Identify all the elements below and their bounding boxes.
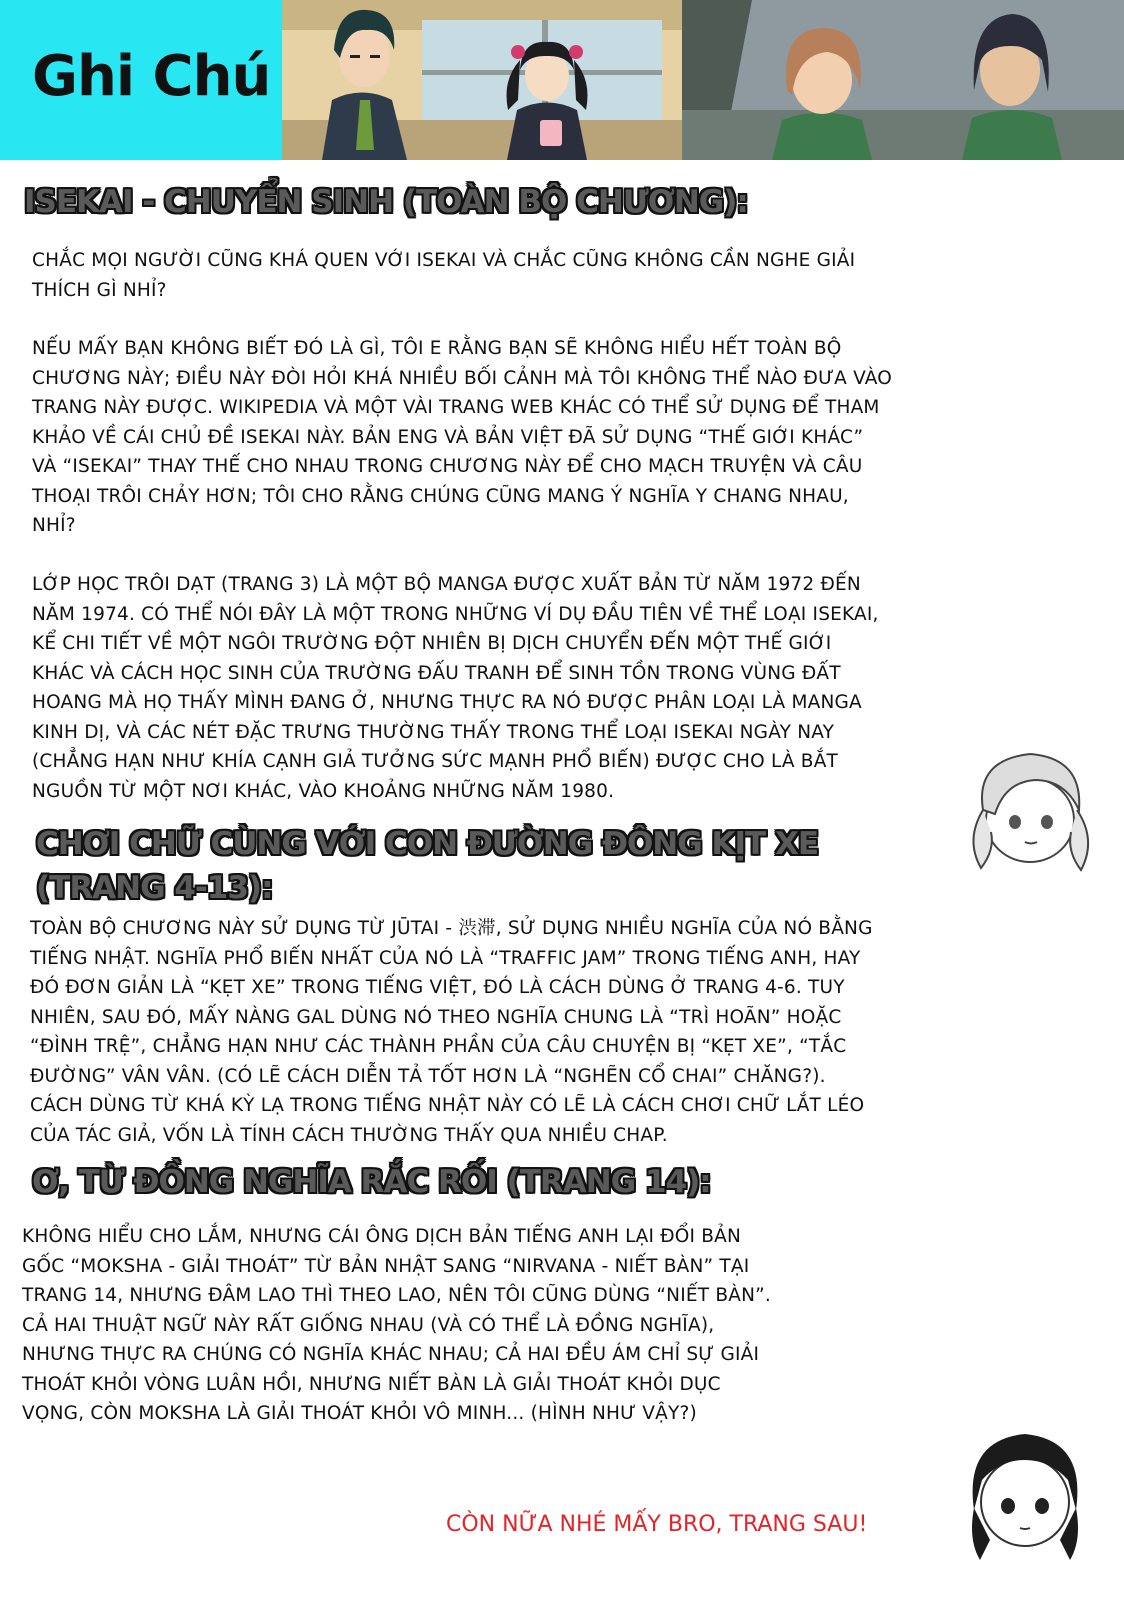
text-line: TOÀN BỘ CHƯƠNG NÀY SỬ DỤNG TỪ JŪTAI - 渋滞, SỬ DỤNG NHIỀU NGHĨA CỦA NÓ BẰNG (30, 918, 873, 939)
text-line: THÍCH GÌ NHỈ? (32, 279, 167, 301)
text-line: KỂ CHI TIẾT VỀ MỘT NGÔI TRƯỜNG ĐỘT NHIÊN BỊ DỊCH CHUYỂN ĐẾN MỘT THẾ GIỚI (32, 633, 832, 654)
paragraph (22, 1222, 771, 1429)
text-line: CHẮC MỌI NGƯỜI CŨNG KHÁ QUEN VỚI ISEKAI VÀ CHẮC CŨNG KHÔNG CẦN NGHE GIẢI (32, 250, 856, 271)
text-line: THOÁT KHỎI VÒNG LUÂN HỒI, NHƯNG NIẾT BÀN LÀ GIẢI THOÁT KHỎI DỤC (22, 1373, 721, 1395)
header (0, 0, 1124, 160)
text-line: CỦA TÁC GIẢ, VỐN LÀ TÍNH CÁCH THƯỜNG THẤY QUA NHIỀU CHAP. (30, 1124, 668, 1146)
paragraph (32, 246, 855, 305)
text-line: THOẠI TRÔI CHẢY HƠN; TÔI CHO RẰNG CHÚNG CŨNG MANG Ý NGHĨA Y CHANG NHAU, (32, 485, 849, 507)
text-line: VÀ “ISEKAI” THAY THẾ CHO NHAU TRONG CHƯƠNG NÀY ĐỂ CHO MẠCH TRUYỆN VÀ CÂU (32, 456, 863, 477)
chibi-wavy-hair-illustration (955, 740, 1105, 880)
text-line: CẢ HAI THUẬT NGỮ NÀY RẤT GIỐNG NHAU (VÀ CÓ THỂ LÀ ĐỒNG NGHĨA), (22, 1314, 715, 1336)
text-line: KHẢO VỀ CÁI CHỦ ĐỀ ISEKAI NÀY. BẢN ENG VÀ BẢN VIỆT ĐÃ SỬ DỤNG “THẾ GIỚI KHÁC” (32, 426, 864, 448)
text-line: ĐƯỜNG” VÂN VÂN. (CÓ LẼ CÁCH DIỄN TẢ TỐT HƠN LÀ “NGHẼN CỔ CHAI” CHĂNG?). (30, 1065, 826, 1087)
section-heading-isekai: ISEKAI - CHUYỂN SINH (TOÀN BỘ CHƯƠNG): (24, 184, 748, 220)
title-box (0, 0, 282, 160)
continued-next-page-note: CÒN NỮA NHÉ MẤY BRO, TRANG SAU! (446, 1512, 868, 1537)
text-line: NĂM 1974. CÓ THỂ NÓI ĐÂY LÀ MỘT TRONG NHỮNG VÍ DỤ ĐẦU TIÊN VỀ THỂ LOẠI ISEKAI, (32, 603, 879, 625)
text-line: NHIÊN, SAU ĐÓ, MẤY NÀNG GAL DÙNG NÓ THEO NGHĨA CHUNG LÀ “TRÌ HOÃN” HOẶC (30, 1006, 842, 1028)
text-line: KHÔNG HIỂU CHO LẮM, NHƯNG CÁI ÔNG DỊCH BẢN TIẾNG ANH LẠI ĐỔI BẢN (22, 1226, 742, 1247)
text-line: NẾU MẤY BẠN KHÔNG BIẾT ĐÓ LÀ GÌ, TÔI E RẰNG BẠN SẼ KHÔNG HIỂU HẾT TOÀN BỘ (32, 338, 842, 359)
text-line: TIẾNG NHẬT. NGHĨA PHỔ BIẾN NHẤT CỦA NÓ LÀ “TRAFFIC JAM” TRONG TIẾNG ANH, HAY (30, 947, 861, 969)
text-line: NHỈ? (32, 515, 76, 536)
paragraph (30, 914, 873, 1150)
section-heading-synonyms: Ơ, TỪ ĐỒNG NGHĨA RẮC RỐI (TRANG 14): (32, 1164, 711, 1200)
text-line: (CHẲNG HẠN NHƯ KHÍA CẠNH GIẢ TƯỞNG SỨC MẠNH PHỔ BIẾN) ĐƯỢC CHO LÀ BẮT (32, 751, 839, 772)
chibi-dark-hair-illustration (950, 1420, 1100, 1570)
text-line: NGUỒN TỪ MỘT NƠI KHÁC, VÀO KHOẢNG NHỮNG NĂM 1980. (32, 780, 615, 802)
text-line: LỚP HỌC TRÔI DẠT (TRANG 3) LÀ MỘT BỘ MANGA ĐƯỢC XUẤT BẢN TỪ NĂM 1972 ĐẾN (32, 574, 861, 595)
text-line: CHƯƠNG NÀY; ĐIỀU NÀY ĐÒI HỎI KHÁ NHIỀU BỐI CẢNH MÀ TÔI KHÔNG THỂ NÀO ĐƯA VÀO (32, 367, 893, 389)
text-line: HOANG MÀ HỌ THẤY MÌNH ĐANG Ở, NHƯNG THỰC RA NÓ ĐƯỢC PHÂN LOẠI LÀ MANGA (32, 692, 862, 713)
text-line: VỌNG, CÒN MOKSHA LÀ GIẢI THOÁT KHỎI VÔ MINH... (HÌNH NHƯ VẬY?) (22, 1403, 697, 1424)
text-line: CÁCH DÙNG TỪ KHÁ KỲ LẠ TRONG TIẾNG NHẬT NÀY CÓ LẼ LÀ CÁCH CHƠI CHỮ LẮT LÉO (30, 1095, 865, 1116)
page-title: Ghi Chú (32, 44, 271, 109)
text-line: NHƯNG THỰC RA CHÚNG CÓ NGHĨA KHÁC NHAU; CẢ HAI ĐỀU ÁM CHỈ SỰ GIẢI (22, 1344, 760, 1365)
paragraph (32, 570, 879, 806)
paragraph (32, 334, 892, 541)
heading-line: (TRANG 4-13): (36, 870, 273, 906)
section-heading-wordplay (36, 822, 818, 910)
manga-banner-illustration (282, 0, 1124, 160)
text-line: KINH DỊ, VÀ CÁC NÉT ĐẶC TRƯNG THƯỜNG THẤY TRONG THỂ LOẠI ISEKAI NGÀY NAY (32, 721, 835, 743)
text-line: GỐC “MOKSHA - GIẢI THOÁT” TỪ BẢN NHẬT SANG “NIRVANA - NIẾT BÀN” TẠI (22, 1255, 750, 1277)
text-line: ĐÓ ĐƠN GIẢN LÀ “KẸT XE” TRONG TIẾNG VIỆT, ĐÓ LÀ CÁCH DÙNG Ở TRANG 4-6. TUY (30, 977, 845, 998)
text-line: KHÁC VÀ CÁCH HỌC SINH CỦA TRƯỜNG ĐẤU TRANH ĐỂ SINH TỒN TRONG VÙNG ĐẤT (32, 662, 841, 684)
heading-line: CHƠI CHỮ CÙNG VỚI CON ĐƯỜNG ĐÔNG KỊT XE (36, 826, 819, 862)
text-line: TRANG NÀY ĐƯỢC. WIKIPEDIA VÀ MỘT VÀI TRANG WEB KHÁC CÓ THỂ SỬ DỤNG ĐỂ THAM (32, 397, 880, 418)
text-line: TRANG 14, NHƯNG ĐÂM LAO THÌ THEO LAO, NÊN TÔI CŨNG DÙNG “NIẾT BÀN”. (22, 1285, 771, 1306)
text-line: “ĐÌNH TRỆ”, CHẲNG HẠN NHƯ CÁC THÀNH PHẦN CỦA CÂU CHUYỆN BỊ “KẸT XE”, “TẮC (30, 1036, 847, 1057)
